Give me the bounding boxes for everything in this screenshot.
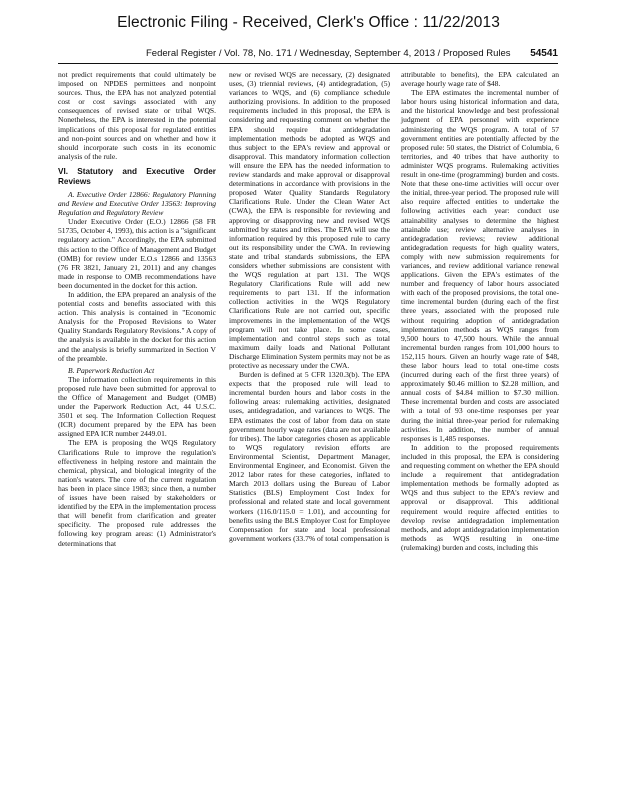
column-3 xyxy=(401,70,559,552)
paragraph: The information collection requirements in this proposed rule have been submitted for approval to the Office of Management and Budget (OMB) under the Paperwork Reduction Act, 44 U.S.C. 3501 et seq. The Information Collection Request (ICR) document prepared by the EPA has been assigned EPA ICR number 2449.01. xyxy=(58,374,216,439)
paragraph: not predict requirements that could ultimately be imposed on NPDES permittees and nonpoint sources. Thus, the EPA has not analyzed potential cost or cost savings associated with any consequences of revised state or tribal WQS. Nonetheless, the EPA is interested in the potential implications of this proposal for regulated entities and non-point sources and on whether and how it should incorporate such costs in its economic analysis of the rule. xyxy=(58,70,216,161)
paragraph: The EPA is proposing the WQS Regulatory Clarifications Rule to improve the regulation's effectiveness in helping restore and maintain the chemical, physical, and biological integrity of the nation's waters. The core of the current regulation has been in place since 1983; since then, a number of issues have been raised by stakeholders or identified by the EPA in the implementation process that will benefit from clarification and greater specificity. The proposed rule addresses the following key program areas: (1) Administrator's determinations that xyxy=(58,438,216,548)
paragraph: Burden is defined at 5 CFR 1320.3(b). The EPA expects that the proposed rule will lead to incremental burden hours and labor costs in the following areas: rulemaking activities, designated uses, antidegradation, and variances to WQS. The EPA estimates the cost of labor from data on state government hourly wage rates (data are not available for tribes). The labor categories chosen as applicable to WQS regulatory revision efforts are Environmental Scientist, Department Manager, Environmental Engineer, and Economist. Given the 2012 labor rates for these categories, inflated to March 2013 dollars using the Bureau of Labor Statistics (BLS) Employment Cost Index for professional and related state and local government workers (116.0/115.0 = 1.01), and accounting for benefits using the BLS Employer Cost for Employee Compensation for state and local professional government workers (33.7% of total compensation is xyxy=(229,370,390,543)
paragraph: In addition to the proposed requirements included in this proposal, the EPA is considering and requesting comment on whether the EPA should include a requirement that antidegradation implementation methods be formally adopted as WQS and thus subject to the EPA's review and approval or disapproval. This additional requirement would require affected entities to develop revise antidegradation implementation methods, and adopt antidegradation implementation methods as WQS resulting in one-time (rulemaking) burden and costs, including this xyxy=(401,442,559,552)
page-number: 54541 xyxy=(530,48,558,59)
paragraph: new or revised WQS are necessary, (2) designated uses, (3) triennial reviews, (4) antidegradation, (5) variances to WQS, and (6) compliance schedule authorizing provisions. In addition to the proposed requirements included in this proposal, the EPA is considering and requesting comment on whether the EPA should require that antidegradation implementation methods be adopted as WQS and thus subject to the EPA's review and approval or disapproval. This mandatory information collection will ensure the EPA has the needed information to review standards and make approval or disapproval determinations in accordance with provisions in the proposed Water Quality Standards Regulatory Clarifications Rule. Under the Clean Water Act (CWA), the EPA is responsible for reviewing and approving or disapproving new and revised WQS submitted by states and tribes. The EPA will use the information required by this proposed rule to carry out its responsibility under the CWA. In reviewing state and tribal standards submissions, the EPA considers whether submissions are consistent with the WQS regulation at part 131. The WQS Regulatory Clarifications Rule will add new requirements to part 131. If the information collection activities in the WQS Regulatory Clarifications Rule are not carried out, specific improvements in the implementation of the WQS program will not take place. In some cases, implementation and control steps such as total maximum daily loads and National Pollutant Discharge Elimination System permits may not be as protective as necessary under the CWA. xyxy=(229,70,390,370)
column-2 xyxy=(229,70,390,543)
paragraph: attributable to benefits), the EPA calculated an average hourly wage rate of $48. xyxy=(401,70,559,89)
paragraph: Under Executive Order (E.O.) 12866 (58 FR 51735, October 4, 1993), this action is a "significant regulatory action." Accordingly, the EPA submitted this action to the Office of Management and Budget (OMB) for review under E.O.s 12866 and 13563 (76 FR 3821, January 21, 2011) and any changes made in response to OMB recommendations have been documented in the docket for this action. xyxy=(58,217,216,290)
publication-line: Federal Register / Vol. 78, No. 171 / Wednesday, September 4, 2013 / Proposed Rules xyxy=(146,48,511,59)
paragraph: In addition, the EPA prepared an analysis of the potential costs and benefits associated with this action. This analysis is contained in "Economic Analysis for the Proposed Revisions to Water Quality Standards Regulatory Revisions." A copy of the analysis is available in the docket for this action and the analysis is briefly summarized in Section V of the preamble. xyxy=(58,289,216,363)
column-1 xyxy=(58,70,216,548)
paragraph: The EPA estimates the incremental number of labor hours using historical information and data, and the historical knowledge and best professional judgment of EPA personnel with experience administering the WQS program. A total of 57 government entities are potentially affected by the proposed rule: 50 states, the District of Columbia, 6 territories, and 40 tribes that have authority to administer WQS programs. Rulemaking activities result in one-time (programming) burden and costs. Note that these one-time activities will occur over the initial, three-year period. The proposed rule will also require affected entities to undertake the following activities each year: conduct use attainability analyses to determine the highest attainable use; review alternative analyses in antidegradation reviews; review additional antidegradation requests for high quality waters, comply with new submission requirements for variances, and review additional variance renewal applications. Given the EPA's estimates of the number and frequency of labor hours associated with each of the proposed provisions, the total one-time incremental burden (during each of the first three years, associated with the proposed rule without requiring adoption of antidegradation implementation methods as WQS ranges from 9,500 hours to 47,500 hours. While the annual incremental burden ranges from 101,000 hours to 152,115 hours. Given an hourly wage rate of $48, these labor hours lead to total one-time costs (incurred during each of the first three years) of approximately $0.46 million to $2.28 million, and annual costs of $4.84 million to $7.30 million. These incremental burden and costs are associated with a total of 93 one-time responses per year during the initial three-year period for rulemaking activities. In addition, the number of annual responses is 1,485 responses. xyxy=(401,88,559,443)
filing-stamp: Electronic Filing - Received, Clerk's Office : 11/22/2013 xyxy=(117,14,500,31)
header-rule xyxy=(58,63,558,64)
page-header xyxy=(58,48,558,62)
section-heading: VI. Statutory and Executive Order Reviews xyxy=(58,166,216,186)
subsection-heading-b: B. Paperwork Reduction Act xyxy=(68,365,155,375)
subsection-heading-a: A. Executive Order 12866: Regulatory Planning and Review and Executive Order 13563: Improving Regulation and Regulatory Review xyxy=(58,189,216,218)
